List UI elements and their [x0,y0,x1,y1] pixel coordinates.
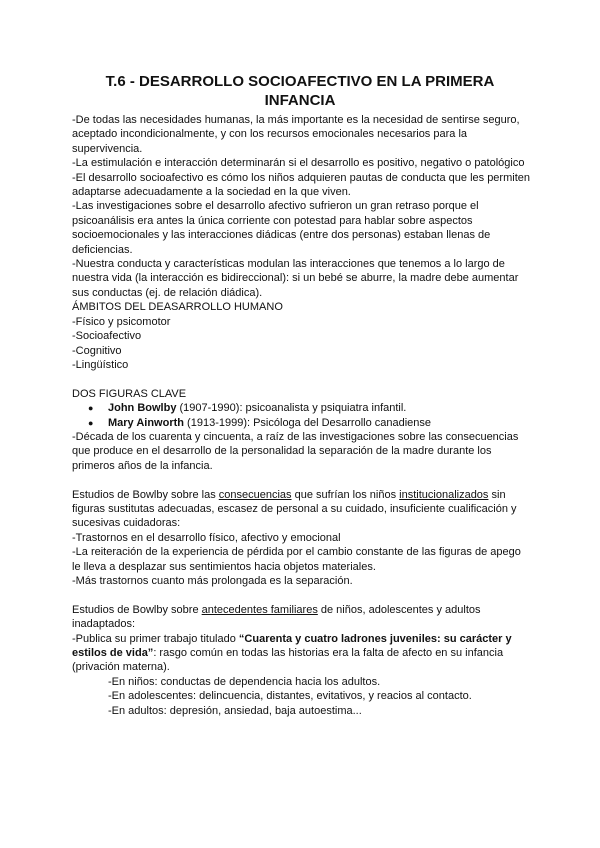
underlined-term: institucionalizados [399,488,489,501]
person-desc: (1913-1999): Psicóloga del Desarrollo canadiense [184,416,432,429]
underlined-term: consecuencias [218,488,292,501]
ambitos-item: -Socioafectivo [72,330,142,343]
intro-paragraph: -De todas las necesidades humanas, la más importante es la necesidad de sentirse seguro, aceptado incondicionalmente, y con los recursos emocionales necesarios para la supervivencia. [72,114,520,155]
ambitos-item: -Cognitivo [72,344,122,357]
publication-title: “Cuarenta y cuatro ladrones juveniles: su carácter y estilos de vida” [72,632,512,659]
text-run: -Publica su primer trabajo titulado [72,632,239,645]
list-item [72,401,532,415]
antecedentes-item: -En adolescentes: delincuencia, distantes, evitativos, y reacios al contacto. [108,690,472,703]
intro-paragraph: -Nuestra conducta y características modulan las interacciones que tenemos a lo largo de nuestra vida (la interacción es bidireccional): si un bebé se aburre, la madre debe aumentar sus conductas (ej. de relación diádica). [72,258,519,299]
document-body [72,113,532,718]
intro-paragraph: -Las investigaciones sobre el desarrollo afectivo sufrieron un gran retraso porque el psicoanálisis era antes la única corriente con potestad para hablar sobre aspectos socioemocionales y las interacciones diádicas (entre dos personas) estaban llenas de deficiencias. [72,200,491,256]
ambitos-heading: ÁMBITOS DEL DEASARROLLO HUMANO [72,301,283,314]
spacer [72,372,532,386]
intro-paragraph: -El desarrollo socioafectivo es cómo los niños adquieren pautas de conducta que les permiten adaptarse adecuadamente a la sociedad en la que viven. [72,171,530,199]
spacer [72,473,532,487]
text-run: de niños, adolescentes y adultos inadaptados: [72,603,481,631]
figuras-list [72,401,532,430]
figuras-heading: DOS FIGURAS CLAVE [72,387,187,400]
antecedentes-item: -En niños: conductas de dependencia hacia los adultos. [108,675,381,688]
estudios-item: -Trastornos en el desarrollo físico, afectivo y emocional [72,531,341,544]
ambitos-item: -Lingüístico [72,358,129,371]
spacer [72,588,532,602]
person-desc: (1907-1990): psicoanalista y psiquiatra infantil. [176,402,407,415]
intro-paragraph: -La estimulación e interacción determinarán si el desarrollo es positivo, negativo o patológico [72,157,525,170]
title-line-1: T.6 - DESARROLLO SOCIOAFECTIVO EN LA PRIMERA [105,73,495,90]
text-run: sin figuras sustitutas adecuadas, escasez de personal a su cuidado, insuficiente cualificación y sucesivas cuidadoras: [72,488,517,530]
ambitos-item: -Físico y psicomotor [72,315,171,328]
figuras-note: -Década de los cuarenta y cincuenta, a raíz de las investigaciones sobre las consecuencias que produce en el desarrollo de la personalidad la separación de la madre durante los primeros años de la infancia. [72,430,519,472]
person-name: Mary Ainworth [108,416,184,429]
person-name: John Bowlby [108,402,177,415]
estudios-consecuencias-paragraph [72,488,532,531]
estudios-item: -La reiteración de la experiencia de pérdida por el cambio constante de las figuras de apego le lleva a desplazar sus sentimientos hacia objetos materiales. [72,546,521,573]
text-run: Estudios de Bowlby sobre las [72,488,219,501]
underlined-term: antecedentes familiares [201,603,318,616]
antecedentes-item: -En adultos: depresión, ansiedad, baja autoestima... [108,704,362,717]
page-title [60,72,540,110]
text-run: que sufrían los niños [291,488,400,501]
list-item [72,416,532,430]
text-run: Estudios de Bowlby sobre [72,603,202,616]
estudios-antecedentes-paragraph [72,603,532,632]
estudios-item: -Más trastornos cuanto más prolongada es la separación. [72,574,353,587]
publication-paragraph [72,632,532,675]
text-run: : rasgo común en todas las historias era la falta de afecto en su infancia (privación materna). [72,646,504,674]
title-line-2: INFANCIA [264,92,336,109]
